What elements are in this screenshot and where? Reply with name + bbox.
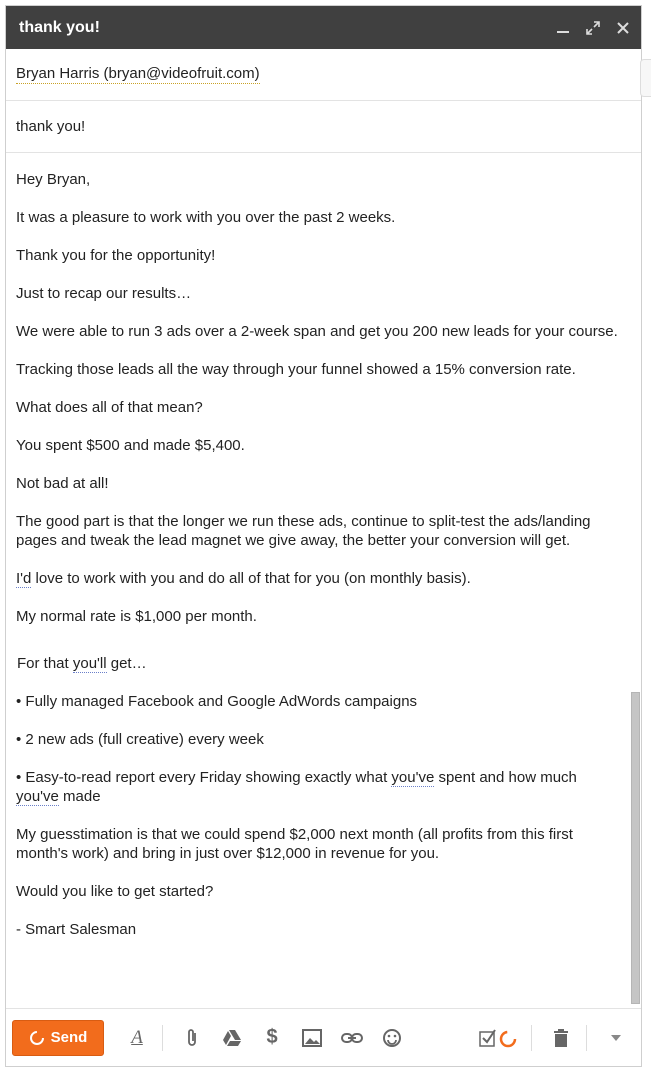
- spellcheck-word[interactable]: I'd: [16, 570, 32, 587]
- paragraph: Not bad at all!: [16, 475, 109, 492]
- paragraph: Thank you for the opportunity!: [16, 247, 216, 264]
- paragraph-text: love to work with you and do all of that for you (on monthly basis).: [31, 570, 471, 587]
- money-icon[interactable]: $: [266, 1026, 278, 1048]
- formatting-options-icon[interactable]: A: [131, 1026, 143, 1048]
- drive-icon[interactable]: [221, 1027, 243, 1049]
- bullet-item: • Fully managed Facebook and Google AdWords campaigns: [16, 693, 418, 710]
- compose-titlebar[interactable]: [6, 6, 641, 49]
- toolbar-right: [461, 1025, 635, 1051]
- scrollbar-track[interactable]: [629, 154, 641, 1008]
- paragraph-text: For that: [17, 655, 73, 672]
- subject-text: thank you!: [16, 118, 86, 135]
- paragraph-text: • Easy-to-read report every Friday showing exactly what: [16, 769, 392, 786]
- photo-icon[interactable]: [301, 1027, 323, 1049]
- spellcheck-word[interactable]: you'll: [72, 655, 107, 672]
- paragraph-text: spent and how much: [434, 769, 577, 786]
- paragraph-text: made: [58, 788, 101, 805]
- emoji-icon[interactable]: [381, 1027, 403, 1049]
- paragraph: My normal rate is $1,000 per month.: [16, 608, 257, 625]
- greeting: Hey Bryan,: [16, 171, 91, 188]
- paragraph: [16, 569, 619, 588]
- paragraph: [16, 654, 619, 673]
- paragraph-text: get…: [106, 655, 147, 672]
- bullet-item: [16, 768, 619, 806]
- paragraph: The good part is that the longer we run these ads, continue to split-test the ads/landing pages and tweak the lead magnet we give away, the better your conversion will get.: [16, 513, 591, 549]
- close-icon[interactable]: [615, 20, 631, 36]
- toolbar-divider: [586, 1025, 587, 1051]
- spellcheck-word[interactable]: you've: [16, 788, 59, 805]
- compose-toolbar: [6, 1008, 641, 1066]
- paragraph: Tracking those leads all the way through your funnel showed a 15% conversion rate.: [16, 361, 576, 378]
- bullet-item: • 2 new ads (full creative) every week: [16, 731, 264, 748]
- paragraph: Would you like to get started?: [16, 883, 214, 900]
- trash-icon[interactable]: [550, 1027, 572, 1049]
- message-body[interactable]: [6, 154, 629, 1008]
- minimize-icon[interactable]: [555, 20, 571, 36]
- toolbar-divider: [531, 1025, 532, 1051]
- paragraph: You spent $500 and made $5,400.: [16, 437, 245, 454]
- paragraph: We were able to run 3 ads over a 2-week span and get you 200 new leads for your course.: [16, 323, 618, 340]
- side-panel-tab[interactable]: [640, 59, 651, 97]
- window-title: thank you!: [19, 18, 100, 36]
- paragraph: Just to recap our results…: [16, 285, 192, 302]
- checkbox-icon[interactable]: [479, 1027, 517, 1049]
- link-icon[interactable]: [341, 1027, 363, 1049]
- paragraph: My guesstimation is that we could spend $2,000 next month (all profits from this first month's work) and bring in just over $12,000 in revenue for you.: [16, 826, 573, 862]
- popout-icon[interactable]: [585, 20, 601, 36]
- send-button[interactable]: [12, 1020, 104, 1056]
- signature: - Smart Salesman: [16, 921, 137, 938]
- window-controls: [555, 20, 631, 36]
- toolbar-divider: [162, 1025, 163, 1051]
- send-label: Send: [50, 1029, 88, 1046]
- recipient-chip[interactable]: Bryan Harris (bryan@videofruit.com): [16, 65, 260, 82]
- recipients-row[interactable]: [6, 49, 641, 101]
- boomerang-icon: [29, 1030, 45, 1046]
- subject-field[interactable]: [6, 101, 641, 153]
- scrollbar-thumb[interactable]: [631, 692, 640, 1004]
- spellcheck-word[interactable]: you've: [391, 769, 435, 786]
- paperclip-icon[interactable]: [181, 1027, 203, 1049]
- paragraph: What does all of that mean?: [16, 399, 203, 416]
- chevron-down-icon[interactable]: [605, 1027, 627, 1049]
- compose-window: [5, 5, 642, 1067]
- paragraph: It was a pleasure to work with you over the past 2 weeks.: [16, 209, 396, 226]
